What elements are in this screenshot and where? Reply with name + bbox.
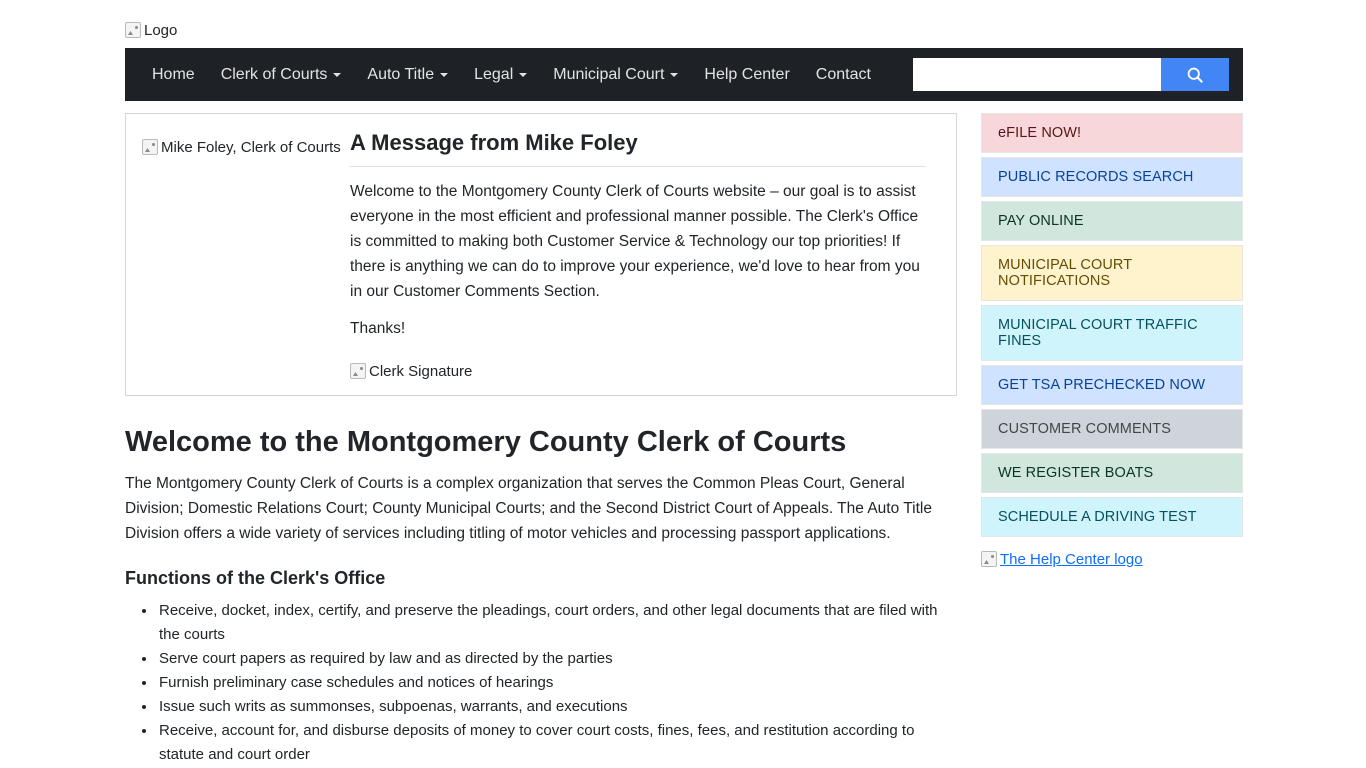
- sidebar-item-public-records-search[interactable]: PUBLIC RECORDS SEARCH: [981, 157, 1243, 197]
- nav-label: Contact: [815, 65, 871, 83]
- broken-image-icon: [981, 551, 997, 567]
- clerk-photo-broken-image: [142, 136, 341, 160]
- search-area: [913, 58, 1229, 91]
- help-center-broken-image: [981, 551, 1143, 568]
- sidebar-item-schedule-a-driving-test[interactable]: SCHEDULE A DRIVING TEST: [981, 497, 1243, 537]
- clerk-message-title: A Message from Mike Foley: [350, 130, 926, 167]
- sidebar-item-municipal-court-notifications[interactable]: MUNICIPAL COURT NOTIFICATIONS: [981, 245, 1243, 301]
- chevron-down-icon: [670, 73, 678, 77]
- list-item: • Furnish preliminary case schedules and notices of hearings: [157, 671, 957, 695]
- list-item: • Serve court papers as required by law and as directed by the parties: [157, 647, 957, 671]
- clerk-signature: [350, 363, 926, 381]
- nav-label: Auto Title: [367, 65, 435, 83]
- list-item: • Receive, docket, index, certify, and preserve the pleadings, court orders, and other legal documents that are filed with the courts: [157, 599, 957, 647]
- sidebar-item-efile-now[interactable]: eFILE NOW!: [981, 113, 1243, 153]
- clerk-message-card: [125, 113, 957, 396]
- sidebar-item-get-tsa-prechecked-now[interactable]: GET TSA PRECHECKED NOW: [981, 365, 1243, 405]
- signature-alt-text: Clerk Signature: [369, 363, 473, 380]
- main-column: [125, 113, 957, 767]
- page-title: Welcome to the Montgomery County Clerk of Courts: [125, 426, 847, 458]
- broken-image-icon: [142, 139, 158, 155]
- nav-label: Municipal Court: [553, 65, 665, 83]
- search-button[interactable]: [1161, 58, 1229, 91]
- nav-item-auto-title[interactable]: [354, 58, 461, 92]
- functions-heading: Functions of the Clerk's Office: [125, 568, 386, 588]
- clerk-message-thanks: Thanks!: [350, 320, 406, 337]
- logo-broken-image: [125, 22, 177, 39]
- chevron-down-icon: [333, 73, 341, 77]
- nav-label: Clerk of Courts: [220, 65, 328, 83]
- broken-image-icon: [350, 363, 366, 379]
- sidebar-item-customer-comments[interactable]: CUSTOMER COMMENTS: [981, 409, 1243, 449]
- broken-image-icon: [125, 22, 141, 38]
- help-center-alt-text: The Help Center logo: [1000, 551, 1143, 568]
- nav-label: Home: [152, 65, 195, 83]
- welcome-paragraph: The Montgomery County Clerk of Courts is a complex organization that serves the Common Pleas Court, General Division; Domestic Relations Court; County Municipal Courts; and the Second District Court of Appeals. The Auto Title Division offers a wide variety of services including titling of motor vehicles and processing passport applications.: [125, 475, 932, 542]
- clerk-photo-alt-text: Mike Foley, Clerk of Courts: [161, 139, 341, 156]
- chevron-down-icon: [519, 73, 527, 77]
- nav-item-home[interactable]: [139, 58, 208, 92]
- clerk-message-paragraph: Welcome to the Montgomery County Clerk of Courts website – our goal is to assist everyone in the most efficient and professional manner possible. The Clerk's Office is committed to making both Customer Service & Technology our top priorities! If there is anything we can do to improve your experience, we'd love to hear from you in our Customer Comments Section.: [350, 183, 920, 300]
- nav-item-contact[interactable]: [803, 58, 884, 92]
- nav-items: [139, 58, 913, 92]
- chevron-down-icon: [440, 73, 448, 77]
- sidebar-item-we-register-boats[interactable]: WE REGISTER BOATS: [981, 453, 1243, 493]
- sidebar-item-pay-online[interactable]: PAY ONLINE: [981, 201, 1243, 241]
- nav-label: Help Center: [704, 65, 790, 83]
- nav-item-municipal-court[interactable]: [540, 58, 691, 92]
- clerk-photo: [142, 130, 342, 381]
- nav-item-clerk-of-courts[interactable]: [208, 58, 355, 92]
- main-navbar: [125, 48, 1243, 101]
- signature-broken-image: [350, 363, 472, 380]
- logo-alt-text: Logo: [144, 22, 178, 39]
- list-item: • Issue such writs as summonses, subpoenas, warrants, and executions: [157, 695, 957, 719]
- nav-item-legal[interactable]: [461, 58, 540, 92]
- list-item: • Receive, account for, and disburse deposits of money to cover court costs, fines, fees, and restitution according to statute and court order: [157, 719, 957, 767]
- page-content: [125, 101, 1243, 767]
- clerk-message-body: [350, 130, 940, 381]
- help-center-logo[interactable]: [981, 551, 1243, 569]
- site-logo-area: [0, 0, 1366, 48]
- nav-item-help-center[interactable]: [691, 58, 802, 92]
- search-icon: [1185, 65, 1205, 85]
- sidebar-item-municipal-court-traffic-fines[interactable]: MUNICIPAL COURT TRAFFIC FINES: [981, 305, 1243, 361]
- functions-list: [125, 599, 957, 767]
- sidebar: [981, 113, 1243, 569]
- nav-label: Legal: [474, 65, 514, 83]
- search-input[interactable]: [913, 58, 1161, 91]
